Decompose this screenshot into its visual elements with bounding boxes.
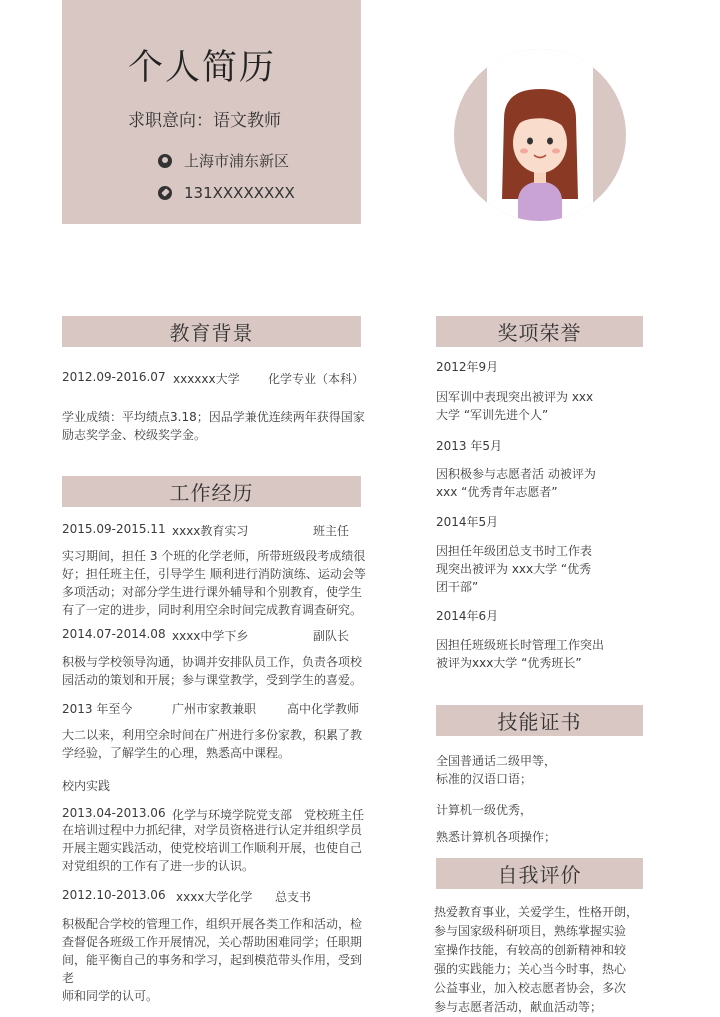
- phone-row: [158, 184, 295, 202]
- self-evaluation-text: 热爱教育事业，关爱学生，性格开朗， 参与国家级科研项目，熟练掌握实验 室操作技能，有较高的创新精神和较 强的实践能力；关心当今时事，热心 公益事业，加入校志愿者协会，多次 参与志愿者活动，献血活动等；: [434, 905, 639, 1014]
- section-self-evaluation-heading: 自我评价: [436, 858, 643, 889]
- address-row: [158, 150, 289, 171]
- campus-role: 党校班主任: [304, 808, 365, 822]
- skills-group: 熟悉计算机各项操作；: [436, 830, 557, 844]
- campus-description: 在培训过程中力抓纪律，对学员资格进行认定并组织学员 开展主题实践活动，使党校培训工作顺利开展，也使自己 对党组织的工作有了进一步的认识。: [62, 823, 363, 873]
- education-row: [62, 370, 365, 386]
- job-role: 副队长: [313, 629, 350, 643]
- section-work-heading: 工作经历: [62, 476, 361, 507]
- avatar: [454, 49, 626, 221]
- job-period: 2013 年至今: [62, 702, 133, 716]
- education-school: xxxxxx大学: [173, 372, 240, 386]
- education-period: 2012.09-2016.07: [62, 370, 166, 384]
- campus-row: [62, 806, 372, 822]
- job-row: [62, 627, 361, 643]
- award-date: 2013 年5月: [436, 439, 502, 453]
- page-title: 个人简历: [128, 48, 277, 88]
- award-description: 因担任年级团总支书时工作表 现突出被评为 xxx大学 “优秀 团干部”: [436, 544, 593, 594]
- job-role: 高中化学教师: [287, 702, 360, 716]
- job-description: 实习期间，担任 3 个班的化学老师，所带班级段考成绩很 好；担任班主任，引导学生 顺利进行消防演练、运动会等 多项活动；对部分学生进行课外辅导和个别教育，使学生 有了一定的进步，同时利用空余时间完成教育调查研究。: [62, 549, 366, 617]
- award-date: 2014年5月: [436, 515, 499, 529]
- award-date: 2014年6月: [436, 609, 499, 623]
- section-education-heading: 教育背景: [62, 316, 361, 347]
- job-description: 大二以来，利用空余时间在广州进行多份家教，积累了教 学经验，了解学生的心理，熟悉高中课程。: [62, 728, 363, 760]
- section-skills-heading: 技能证书: [436, 705, 643, 736]
- campus-period: 2012.10-2013.06: [62, 888, 166, 902]
- section-awards-heading: 奖项荣誉: [436, 316, 643, 347]
- award-description: 因积极参与志愿者活 动被评为 xxx “优秀青年志愿者”: [436, 467, 596, 499]
- education-major: 化学专业（本科）: [268, 372, 365, 386]
- job-role: 班主任: [313, 524, 350, 538]
- campus-role: 总支书: [275, 890, 312, 904]
- education-detail: 学业成绩：平均绩点3.18；因品学兼优连续两年获得国家 励志奖学金、校级奖学金。: [62, 410, 365, 442]
- campus-row: [62, 888, 361, 904]
- job-org: 广州市家教兼职: [172, 702, 257, 716]
- skills-group: 计算机一级优秀，: [436, 803, 533, 817]
- campus-period: 2013.04-2013.06: [62, 806, 166, 820]
- award-description: 因军训中表现突出被评为 xxx 大学 “军训先进个人”: [436, 390, 594, 422]
- job-description: 积极与学校领导沟通，协调并安排队员工作，负责各项校 园活动的策划和开展；参与课堂教学，受到学生的喜爱。: [62, 655, 363, 687]
- award-description: 因担任班级班长时管理工作突出 被评为xxx大学 “优秀班长”: [436, 638, 605, 670]
- job-row: [62, 522, 361, 538]
- phone-icon: [158, 186, 172, 200]
- campus-practice-label: 校内实践: [62, 779, 111, 793]
- location-icon: [158, 154, 172, 168]
- award-date: 2012年9月: [436, 360, 499, 374]
- job-row: [62, 700, 361, 716]
- job-period: 2015.09-2015.11: [62, 522, 166, 536]
- phone-text: 131XXXXXXXX: [184, 184, 295, 202]
- skills-group: 全国普通话二级甲等， 标准的汉语口语；: [436, 754, 557, 786]
- address-text: 上海市浦东新区: [184, 152, 290, 170]
- campus-org: 化学与环境学院党支部: [172, 808, 293, 822]
- job-org: xxxx中学下乡: [172, 629, 249, 643]
- job-org: xxxx教育实习: [172, 524, 249, 538]
- campus-org: xxxx大学化学: [176, 890, 253, 904]
- job-intention: 求职意向：语文教师: [128, 111, 281, 131]
- job-period: 2014.07-2014.08: [62, 627, 166, 641]
- campus-description: 积极配合学校的管理工作，组织开展各类工作和活动，检 查督促各班级工作开展情况，关心帮助困难同学；任职期 间，能平衡自己的事务和学习，起到模范带头作用，受到老 师和同学的认可。: [62, 917, 363, 1003]
